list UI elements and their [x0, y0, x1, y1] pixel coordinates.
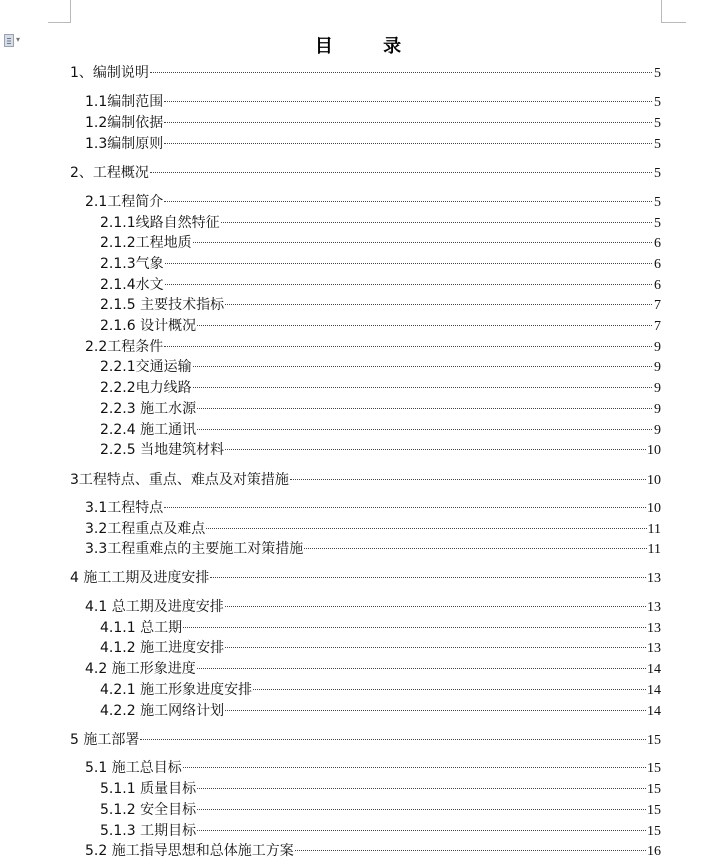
toc-entry-label: 4 施工工期及进度安排	[70, 570, 210, 586]
toc-entry-page-number: 9	[654, 402, 661, 417]
dot-leader	[150, 71, 652, 73]
toc-entry-label: 2.2.3 施工水源	[100, 401, 197, 417]
toc-entry-page-number: 15	[647, 733, 661, 748]
dot-leader	[290, 478, 646, 480]
toc-entry-label: 2.1.1线路自然特征	[100, 215, 220, 231]
dot-leader	[193, 386, 652, 388]
toc-entry-page-number: 13	[647, 641, 661, 656]
dot-leader	[165, 262, 652, 264]
toc-entry-page-number: 6	[654, 257, 661, 272]
toc-entry[interactable]	[100, 618, 661, 638]
toc-entry-label: 2.1.5 主要技术指标	[100, 297, 225, 313]
toc-entry-page-number: 16	[647, 844, 661, 859]
toc-entry-label: 3.1工程特点	[85, 500, 164, 516]
toc-entry-page-number: 15	[647, 782, 661, 797]
toc-entry-label: 2.1工程简介	[85, 194, 164, 210]
toc-entry-label: 5.1 施工总目标	[85, 760, 182, 776]
toc-entry-page-number: 7	[654, 319, 661, 334]
toc-entry[interactable]	[85, 192, 661, 212]
toc-entry[interactable]	[70, 470, 661, 490]
toc-entry-page-number: 9	[654, 340, 661, 355]
toc-entry-page-number: 10	[647, 473, 661, 488]
dot-leader	[225, 448, 646, 450]
toc-entry-label: 3工程特点、重点、难点及对策措施	[70, 472, 289, 488]
toc-entry-label: 2.1.6 设计概况	[100, 318, 197, 334]
dot-leader	[225, 303, 652, 305]
dot-leader	[304, 547, 646, 549]
dot-leader	[197, 428, 652, 430]
toc-entry-page-number: 10	[647, 443, 661, 458]
dot-leader	[197, 829, 646, 831]
dot-leader	[150, 171, 652, 173]
toc-entry-page-number: 14	[647, 704, 661, 719]
toc-entry[interactable]	[100, 420, 661, 440]
dot-leader	[164, 200, 652, 202]
toc-entry-label: 4.1.1 总工期	[100, 620, 183, 636]
toc-entry[interactable]	[100, 779, 661, 799]
dot-leader	[221, 221, 652, 223]
dot-leader	[225, 709, 646, 711]
toc-entry-label: 4.1.2 施工进度安排	[100, 640, 225, 656]
toc-entry-label: 2.1.3气象	[100, 256, 164, 272]
toc-entry-page-number: 5	[654, 116, 661, 131]
toc-entry[interactable]	[70, 730, 661, 750]
toc-entry-label: 2、工程概况	[70, 165, 149, 181]
toc-entry-label: 5.1.1 质量目标	[100, 781, 197, 797]
toc-entry[interactable]	[70, 163, 661, 183]
toc-entry-label: 1.3编制原则	[85, 136, 164, 152]
toc-entry-label: 4.2 施工形象进度	[85, 661, 196, 677]
toc-entry[interactable]	[100, 316, 661, 336]
toc-entry[interactable]	[100, 357, 661, 377]
toc-entry-page-number: 10	[647, 501, 661, 516]
toc-entry[interactable]	[100, 399, 661, 419]
toc-entry-label: 2.1.4水文	[100, 277, 164, 293]
toc-entry-page-number: 6	[654, 278, 661, 293]
dot-leader	[197, 787, 646, 789]
toc-entry-label: 2.1.2工程地质	[100, 235, 192, 251]
toc-entry-page-number: 9	[654, 423, 661, 438]
toc-entry-page-number: 15	[647, 803, 661, 818]
toc-entry-label: 4.1 总工期及进度安排	[85, 599, 224, 615]
toc-entry-label: 2.2.2电力线路	[100, 380, 192, 396]
toc-entry-page-number: 5	[654, 137, 661, 152]
toc-entry-page-number: 5	[654, 66, 661, 81]
toc-entry-page-number: 9	[654, 381, 661, 396]
toc-entry-label: 2.2.4 施工通讯	[100, 422, 197, 438]
toc-entry-page-number: 6	[654, 236, 661, 251]
toc-entry-label: 3.3工程重难点的主要施工对策措施	[85, 541, 304, 557]
dot-leader	[225, 605, 646, 607]
toc-entry[interactable]	[85, 337, 661, 357]
dot-leader	[164, 100, 652, 102]
toc-entry[interactable]	[85, 597, 661, 617]
toc-entry[interactable]	[100, 440, 661, 460]
toc-entry-label: 1、编制说明	[70, 65, 149, 81]
dot-leader	[225, 646, 646, 648]
toc-entry-page-number: 13	[647, 600, 661, 615]
chevron-down-icon: ▾	[16, 35, 21, 44]
toc-entry-label: 5.1.2 安全目标	[100, 802, 197, 818]
dot-leader	[253, 688, 646, 690]
toc-entry[interactable]	[100, 254, 661, 274]
toc-entry-page-number: 14	[647, 683, 661, 698]
toc-entry[interactable]	[85, 758, 661, 778]
dot-leader	[197, 808, 646, 810]
toc-entry-page-number: 11	[647, 542, 661, 557]
toc-entry-label: 5.1.3 工期目标	[100, 823, 197, 839]
toc-entry-page-number: 5	[654, 95, 661, 110]
toc-entry-label: 1.1编制范围	[85, 94, 164, 110]
toc-entry[interactable]	[85, 519, 661, 539]
toc-entry-label: 1.2编制依据	[85, 115, 164, 131]
toc-entry[interactable]	[85, 659, 661, 679]
toc-entry[interactable]	[100, 275, 661, 295]
toc-entry-label: 5 施工部署	[70, 732, 140, 748]
dot-leader	[197, 324, 652, 326]
toc-title: 目 录	[314, 36, 403, 57]
toc-entry-label: 4.2.2 施工网络计划	[100, 703, 225, 719]
dot-leader	[295, 849, 646, 851]
toc-entry[interactable]	[100, 821, 661, 841]
toc-entry-label: 2.2.1交通运输	[100, 359, 192, 375]
toc-entry[interactable]	[70, 63, 661, 83]
toc-entry-label: 3.2工程重点及难点	[85, 521, 206, 537]
dot-leader	[197, 407, 652, 409]
toc-entry-label: 2.2.5 当地建筑材料	[100, 442, 225, 458]
toc-entry-page-number: 5	[654, 216, 661, 231]
dot-leader	[164, 142, 652, 144]
dot-leader	[164, 506, 646, 508]
toc-entry-page-number: 5	[654, 166, 661, 181]
dot-leader	[183, 766, 646, 768]
dot-leader	[140, 738, 646, 740]
toc-entry-page-number: 5	[654, 195, 661, 210]
dot-leader	[193, 241, 652, 243]
toc-entry-page-number: 9	[654, 360, 661, 375]
toc-entry[interactable]	[100, 378, 661, 398]
toc-entry-page-number: 11	[647, 522, 661, 537]
toc-entry[interactable]	[85, 134, 661, 154]
toc-entry[interactable]	[85, 841, 661, 861]
toc-entry[interactable]	[70, 568, 661, 588]
toc-entry-label: 4.2.1 施工形象进度安排	[100, 682, 253, 698]
toc-entry[interactable]	[100, 701, 661, 721]
toc-entry[interactable]	[100, 800, 661, 820]
dot-leader	[164, 121, 652, 123]
dot-leader	[164, 345, 652, 347]
dot-leader	[210, 576, 646, 578]
toc-entry-label: 5.2 施工指导思想和总体施工方案	[85, 843, 294, 859]
dot-leader	[183, 626, 646, 628]
toc-entry[interactable]	[100, 233, 661, 253]
toc-entry[interactable]	[100, 213, 661, 233]
toc-entry[interactable]	[85, 113, 661, 133]
toc-entry-page-number: 14	[647, 662, 661, 677]
toc-entry[interactable]	[85, 539, 661, 559]
toc-entry[interactable]	[100, 680, 661, 700]
toc-entry-page-number: 7	[654, 298, 661, 313]
toc-entry-page-number: 15	[647, 824, 661, 839]
toc-entry[interactable]	[100, 638, 661, 658]
dot-leader	[206, 527, 646, 529]
dot-leader	[197, 667, 646, 669]
toc-entry-label: 2.2工程条件	[85, 339, 164, 355]
toc-entry-page-number: 15	[647, 761, 661, 776]
toc-entry-page-number: 13	[647, 571, 661, 586]
toc-entry[interactable]	[100, 295, 661, 315]
toc-entry[interactable]	[85, 92, 661, 112]
dot-leader	[165, 283, 652, 285]
toc-entry[interactable]	[85, 498, 661, 518]
dot-leader	[193, 365, 652, 367]
toc-entry-page-number: 13	[647, 621, 661, 636]
